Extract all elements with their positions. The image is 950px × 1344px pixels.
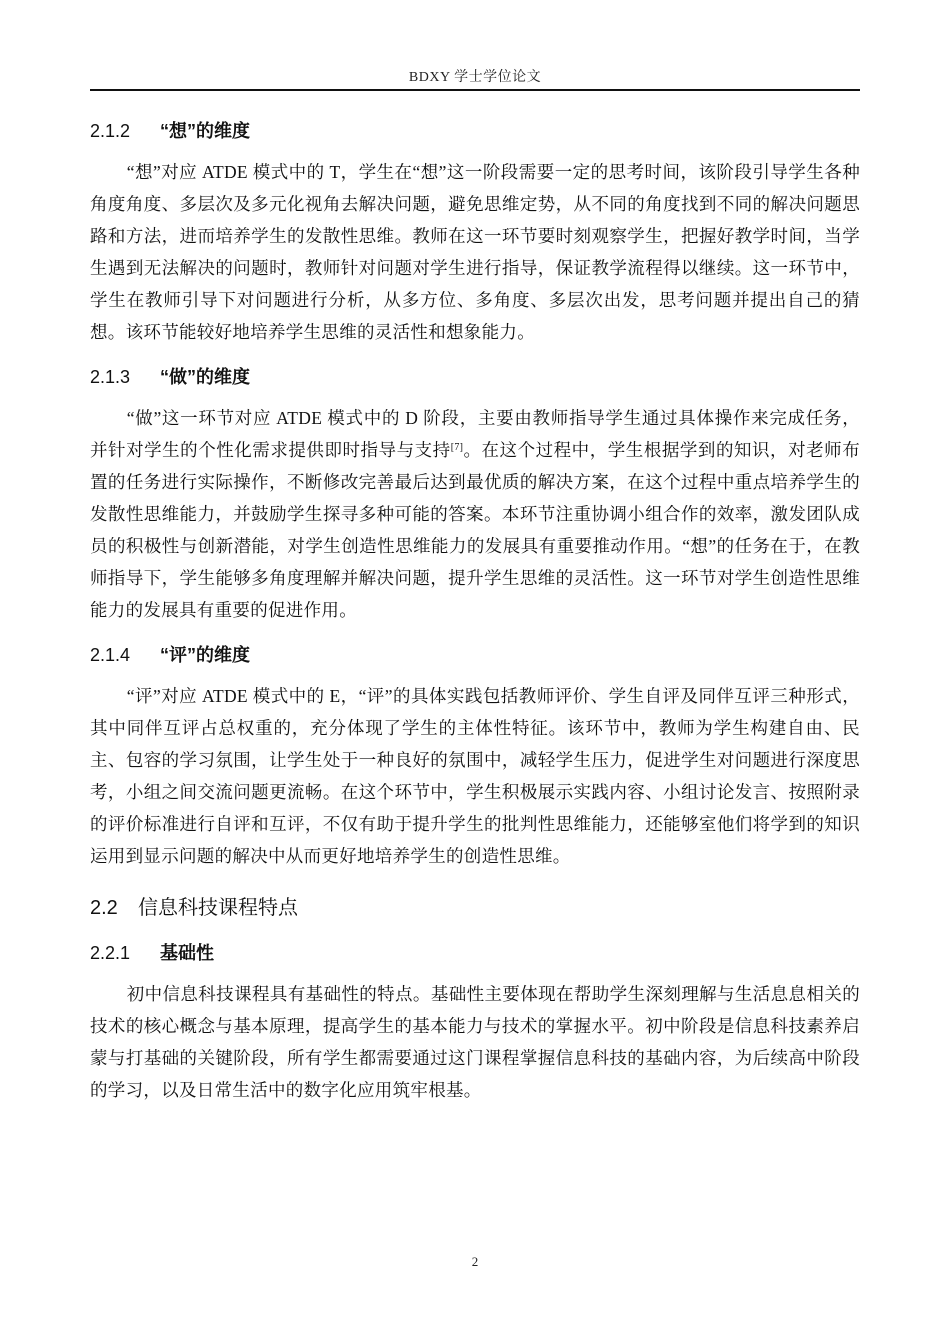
section-number: 2.1.4 — [90, 645, 131, 665]
section-heading — [90, 640, 860, 670]
section-number: 2.2.1 — [90, 943, 131, 963]
section-title: “想”的维度 — [160, 121, 250, 141]
header-rule — [90, 89, 860, 91]
section-heading — [90, 938, 860, 968]
page-number: 2 — [471, 1254, 479, 1269]
section-number: 2.1.2 — [90, 121, 131, 141]
body-paragraph — [90, 402, 860, 626]
page-content — [90, 116, 860, 1120]
section-number: 2.2 — [90, 897, 118, 919]
section-2-1-4 — [90, 640, 860, 872]
section-2-2-1 — [90, 938, 860, 1106]
body-paragraph: “想”对应 ATDE 模式中的 T，学生在“想”这一阶段需要一定的思考时间，该阶段引导学生各种角度角度、多层次及多元化视角去解决问题，避免思维定势，从不同的角度找到不同的解决问题思路和方法，进而培养学生的发散性思维。教师在这一环节要时刻观察学生，把握好教学时间，当学生遇到无法解决的问题时，教师针对问题对学生进行指导，保证教学流程得以继续。这一环节中，学生在教师引导下对问题进行分析，从多方位、多角度、多层次出发，思考问题并提出自己的猜想。该环节能较好地培养学生思维的灵活性和想象能力。 — [90, 162, 860, 342]
section-2-1-3 — [90, 362, 860, 626]
section-heading — [90, 116, 860, 146]
section-heading — [90, 362, 860, 392]
section-title: “评”的维度 — [160, 645, 250, 665]
paragraph-text: 。在这个过程中，学生根据学到的知识，对老师布置的任务进行实际操作，不断修改完善最后达到最优质的解决方案，在这个过程中重点培养学生的发散性思维能力，并鼓励学生探寻多种可能的答案。本环节注重协调小组合作的效率，激发团队成员的积极性与创新潜能，对学生创造性思维能力的发展具有重要推动作用。“想”的任务在于，在教师指导下，学生能够多角度理解并解决问题，提升学生思维的灵活性。这一环节对学生创造性思维能力的发展具有重要的促进作用。 — [90, 440, 860, 620]
body-paragraph: “评”对应 ATDE 模式中的 E，“评”的具体实践包括教师评价、学生自评及同伴互评三种形式，其中同伴互评占总权重的，充分体现了学生的主体性特征。该环节中，教师为学生构建自由、民主、包容的学习氛围，让学生处于一种良好的氛围中，减轻学生压力，促进学生对问题进行深度思考，小组之间交流问题更流畅。在这个环节中，学生积极展示实践内容、小组讨论发言、按照附录的评价标准进行自评和互评，不仅有助于提升学生的批判性思维能力，还能够室他们将学到的知识运用到显示问题的解决中从而更好地培养学生的创造性思维。 — [90, 686, 860, 866]
citation-ref[interactable]: [7] — [450, 442, 464, 453]
paragraph-text: “做”这一环节对应 ATDE 模式中的 D 阶段，主要由教师指导学生通过具体操作来完成任务，并针对学生的个性化需求提供即时指导与支持 — [90, 408, 860, 460]
section-title: 基础性 — [160, 943, 214, 963]
running-header: BDXY 学士学位论文 — [408, 70, 542, 85]
chapter-section-heading — [90, 892, 860, 924]
section-title: 信息科技课程特点 — [138, 897, 298, 919]
section-2-1-2 — [90, 116, 860, 348]
section-number: 2.1.3 — [90, 367, 131, 387]
body-paragraph: 初中信息科技课程具有基础性的特点。基础性主要体现在帮助学生深刻理解与生活息息相关的技术的核心概念与基本原理，提高学生的基本能力与技术的掌握水平。初中阶段是信息科技素养启蒙与打基础的关键阶段，所有学生都需要通过这门课程掌握信息科技的基础内容，为后续高中阶段的学习，以及日常生活中的数字化应用筑牢根基。 — [90, 984, 860, 1100]
section-title: “做”的维度 — [160, 367, 250, 387]
